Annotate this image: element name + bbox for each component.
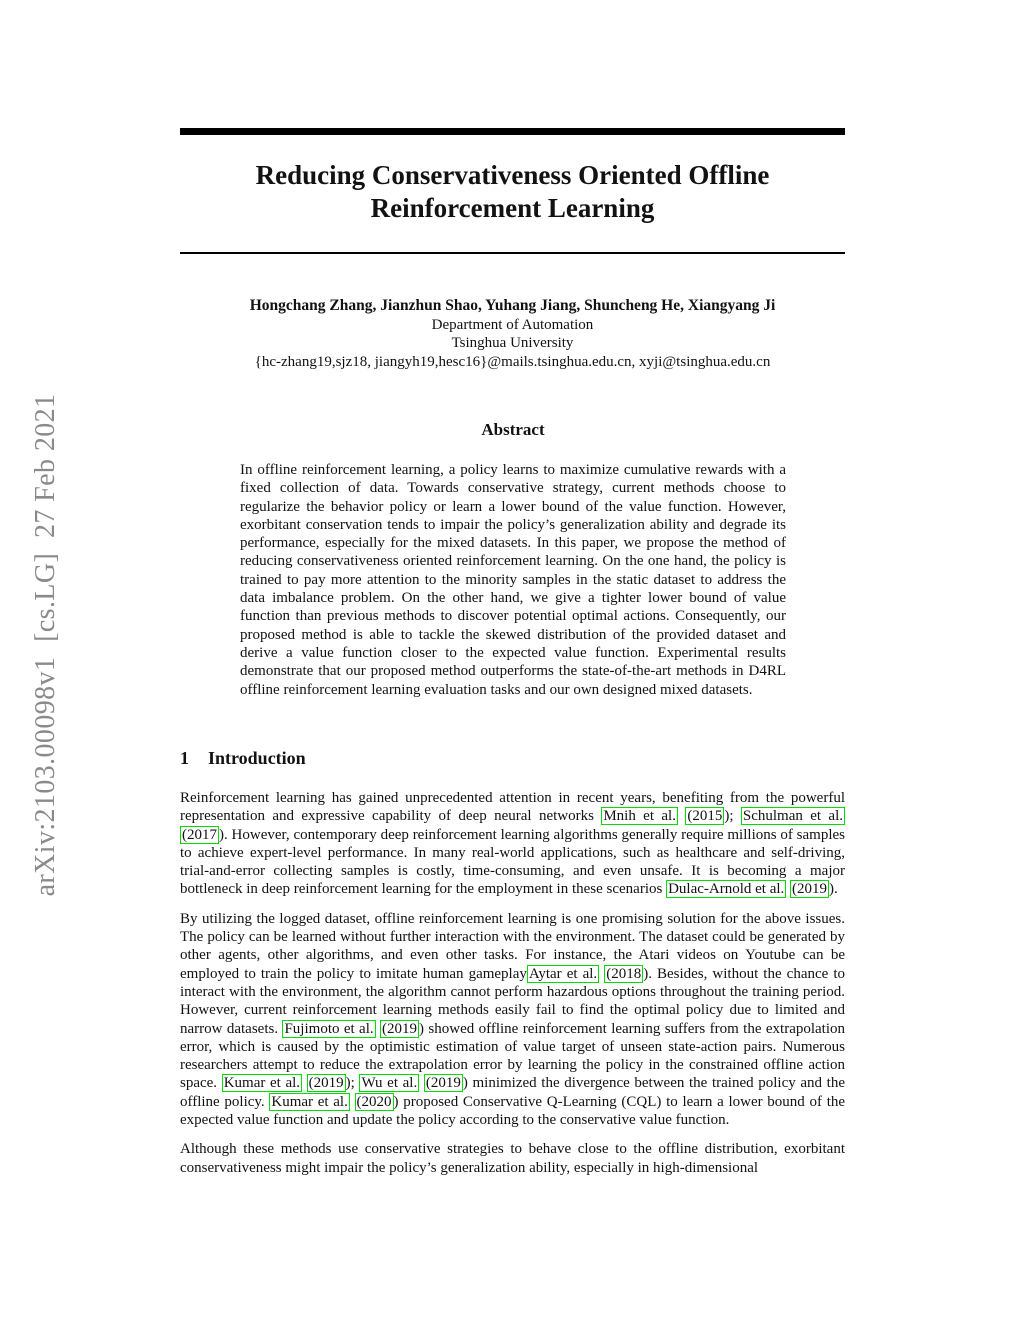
text-segment: ). [829, 881, 838, 898]
citation-link[interactable]: Wu et al. [361, 1075, 418, 1092]
title-rule-bottom [180, 252, 845, 254]
text-segment: Reinforcement learning has gained unprecedented attention in recent years, benefiting from the powerful representation and expressive capability of deep neural networks [180, 790, 845, 825]
citation-link[interactable]: (2019 [382, 1020, 418, 1037]
author-emails: {hc-zhang19,sjz18, jiangyh19,hesc16}@mails.tsinghua.edu.cn, xyji@tsinghua.edu.cn [254, 353, 771, 370]
paragraph [180, 910, 845, 1130]
citation-link[interactable]: (2018 [606, 965, 642, 982]
citation-link[interactable]: (2019 [308, 1075, 344, 1092]
text-segment: Although these methods use conservative strategies to behave close to the offline distribution, exorbitant conservativeness might impair the policy’s generalization ability, especially in high-dimensional [180, 1141, 845, 1176]
citation-link[interactable]: Schulman et al. [742, 808, 844, 825]
section-title: Introduction [208, 748, 306, 768]
citation-link[interactable]: Kumar et al. [271, 1093, 348, 1110]
abstract-text: In offline reinforcement learning, a policy learns to maximize cumulative rewards with a fixed collection of data. Towards conservative strategy, current methods choose to regularize the behavior policy or learn a lower bound of the value function. However, exorbitant conservation tends to impair the policy’s generalization ability and degrade its performance, especially for the mixed datasets. In this paper, we propose the method of reducing conservativeness oriented reinforcement learning. On the one hand, the policy is trained to pay more attention to the minority samples in the static dataset to address the data imbalance problem. On the other hand, we give a tighter lower bound of value function than previous methods to discover potential optimal actions. Consequently, our proposed method is able to tackle the skewed distribution of the provided dataset and derive a value function closer to the expected value function. Experimental results demonstrate that our proposed method outperforms the state-of-the-art methods in D4RL offline reinforcement learning evaluation tasks and our own designed mixed datasets. [240, 462, 786, 698]
paper-title-line2: Reinforcement Learning [370, 193, 655, 223]
citation-link[interactable]: Dulac-Arnold et al. [668, 881, 785, 898]
section-heading-introduction [180, 748, 845, 769]
title-rule-top [180, 128, 845, 135]
text-segment: ); [345, 1075, 360, 1092]
text-segment: ); [724, 808, 741, 825]
text-segment: ). However, contemporary deep reinforcement learning algorithms generally require millions of samples to achieve expert-level performance. In many real-world applications, such as healthcare and self-driving, trial-and-error collecting samples is costly, time-consuming, and even unsafe. It is becoming a major bottleneck in deep reinforcement learning for the employment in these scenarios [180, 826, 845, 898]
paragraph [180, 1140, 845, 1177]
citation-link[interactable]: Kumar et al. [223, 1075, 301, 1092]
abstract-heading: Abstract [481, 420, 545, 439]
author-block [180, 297, 845, 371]
paragraph [180, 789, 845, 899]
citation-link[interactable]: (2020 [356, 1093, 392, 1110]
affiliation-department: Department of Automation [431, 316, 594, 333]
citation-link[interactable]: Aytar et al. [528, 965, 598, 982]
citation-link[interactable]: (2019 [792, 881, 828, 898]
section-number: 1 [180, 748, 189, 768]
citation-link[interactable]: (2019 [425, 1075, 461, 1092]
text-segment: ) proposed Conservative Q-Learning (CQL) to learn a lower bound of the expected value function and update the policy according to the conservative value function. [180, 1093, 846, 1129]
paper-title [180, 159, 845, 225]
citation-link[interactable]: (2015 [687, 808, 723, 825]
citation-link[interactable]: (2017 [182, 826, 217, 843]
text-segment [350, 1094, 355, 1110]
author-names: Hongchang Zhang, Jianzhun Shao, Yuhang Jiang, Shuncheng He, Xiangyang Ji [249, 297, 776, 314]
text-segment: By utilizing the logged dataset, offline reinforcement learning is one promising solution for the above issues. The policy can be learned without further interaction with the environment. The dataset could be generated by other agents, other algorithms, and even other tasks. For instance, the Atari videos on Youtube can be employed to train the policy to imitate human gameplay [180, 910, 845, 982]
arxiv-watermark: arXiv:2103.00098v1 [cs.LG] 27 Feb 2021 [30, 393, 61, 897]
text-segment: ) minimized the divergence between the trained policy and the offline policy. [180, 1075, 845, 1110]
text-segment [302, 1075, 307, 1091]
text-segment: ) showed offline reinforcement learning suffers from the extrapolation error, which is caused by the optimistic estimation of value target of unseen state-action pairs. Numerous researchers attempt to reduce the extrapolation error by learning the policy in the constrained offline action space. [180, 1020, 846, 1092]
paper-title-line1: Reducing Conservativeness Oriented Offline [255, 160, 770, 190]
introduction-body [180, 789, 845, 1177]
citation-link[interactable]: Fujimoto et al. [284, 1020, 374, 1037]
affiliation-university: Tsinghua University [451, 335, 574, 351]
citation-link[interactable]: Mnih et al. [603, 808, 676, 825]
text-segment: ). Besides, without the chance to interact with the environment, the algorithm cannot perform hazardous options throughout the training period. However, current reinforcement learning methods easily fail to find the optimal policy due to limited and narrow datasets. [180, 965, 846, 1037]
